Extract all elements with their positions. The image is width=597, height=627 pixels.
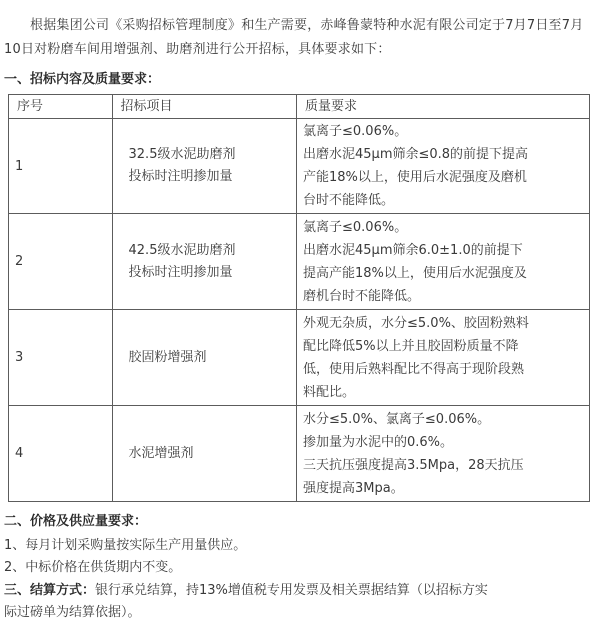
row-requirements	[297, 119, 590, 214]
requirement-line: 强度提高3Mpa。	[303, 480, 404, 496]
requirement-line: 配比降低5%以上并且胶固粉质量不降	[303, 338, 519, 354]
item-line: 水泥增强剂	[128, 445, 194, 461]
table-header-row	[9, 95, 590, 119]
row-item	[112, 119, 296, 214]
item-line: 投标时注明掺加量	[128, 264, 233, 280]
section-2-item: 2、中标价格在供货期内不变。	[4, 560, 182, 575]
intro-paragraph: 根据集团公司《采购招标管理制度》和生产需要，赤峰鲁蒙特种水泥有限公司定于7月7日至7月10日对粉磨车间用增强剂、助磨剂进行公开招标，具体要求如下：	[4, 18, 584, 57]
requirement-line: 提高产能18%以上，使用后水泥强度及	[303, 265, 527, 281]
requirement-line: 低，使用后熟料配比不得高于现阶段熟	[303, 361, 525, 377]
row-item	[112, 406, 296, 502]
section-3-text: 银行承兑结算，持13%增值税专用发票及相关票据结算（以招标方实	[95, 583, 488, 598]
header-requirements: 质量要求	[297, 95, 590, 119]
table-row	[9, 310, 590, 406]
requirement-line: 掺加量为水泥中的0.6%。	[303, 434, 454, 450]
section-3-label: 三、结算方式：	[4, 583, 96, 598]
row-item	[112, 214, 296, 310]
section-2-item: 1、每月计划采购量按实际生产用量供应。	[4, 538, 247, 553]
row-number: 2	[9, 214, 113, 310]
requirement-line: 磨机台时不能降低。	[303, 288, 421, 304]
header-item: 招标项目	[112, 95, 296, 119]
requirement-line: 产能18%以上，使用后水泥强度及磨机	[303, 170, 527, 185]
requirement-line: 出磨水泥45μm筛余6.0±1.0的前提下	[303, 242, 523, 258]
section-3-continuation: 际过磅单为结算依据）。	[4, 605, 141, 620]
header-number: 序号	[9, 95, 113, 119]
requirement-line: 料配比。	[303, 384, 356, 400]
requirement-line: 外观无杂质，水分≤5.0%、胶固粉熟料	[303, 315, 529, 331]
table-row	[9, 119, 590, 214]
requirement-line: 水分≤5.0%、氯离子≤0.06%。	[303, 411, 491, 427]
row-requirements	[297, 406, 590, 502]
requirement-line: 台时不能降低。	[303, 193, 395, 208]
row-number: 3	[9, 310, 113, 406]
item-line: 32.5级水泥助磨剂	[128, 147, 236, 162]
item-line: 胶固粉增强剂	[128, 349, 207, 365]
section-3-line	[4, 580, 592, 602]
row-requirements	[297, 214, 590, 310]
row-number: 4	[9, 406, 113, 502]
row-requirements	[297, 310, 590, 406]
item-line: 投标时注明掺加量	[128, 169, 233, 184]
item-line: 42.5级水泥助磨剂	[128, 242, 236, 258]
row-number: 1	[9, 119, 113, 214]
requirement-line: 出磨水泥45μm筛余≤0.8的前提下提高	[303, 147, 529, 162]
requirement-line: 氯离子≤0.06%。	[303, 219, 408, 235]
section-2-title: 二、价格及供应量要求：	[4, 514, 148, 529]
row-item	[112, 310, 296, 406]
table-row	[9, 406, 590, 502]
requirements-table	[8, 94, 590, 502]
table-row	[9, 214, 590, 310]
section-1-title: 一、招标内容及质量要求：	[4, 72, 161, 87]
requirement-line: 氯离子≤0.06%。	[303, 124, 408, 139]
requirement-line: 三天抗压强度提高3.5Mpa，28天抗压	[303, 457, 524, 473]
